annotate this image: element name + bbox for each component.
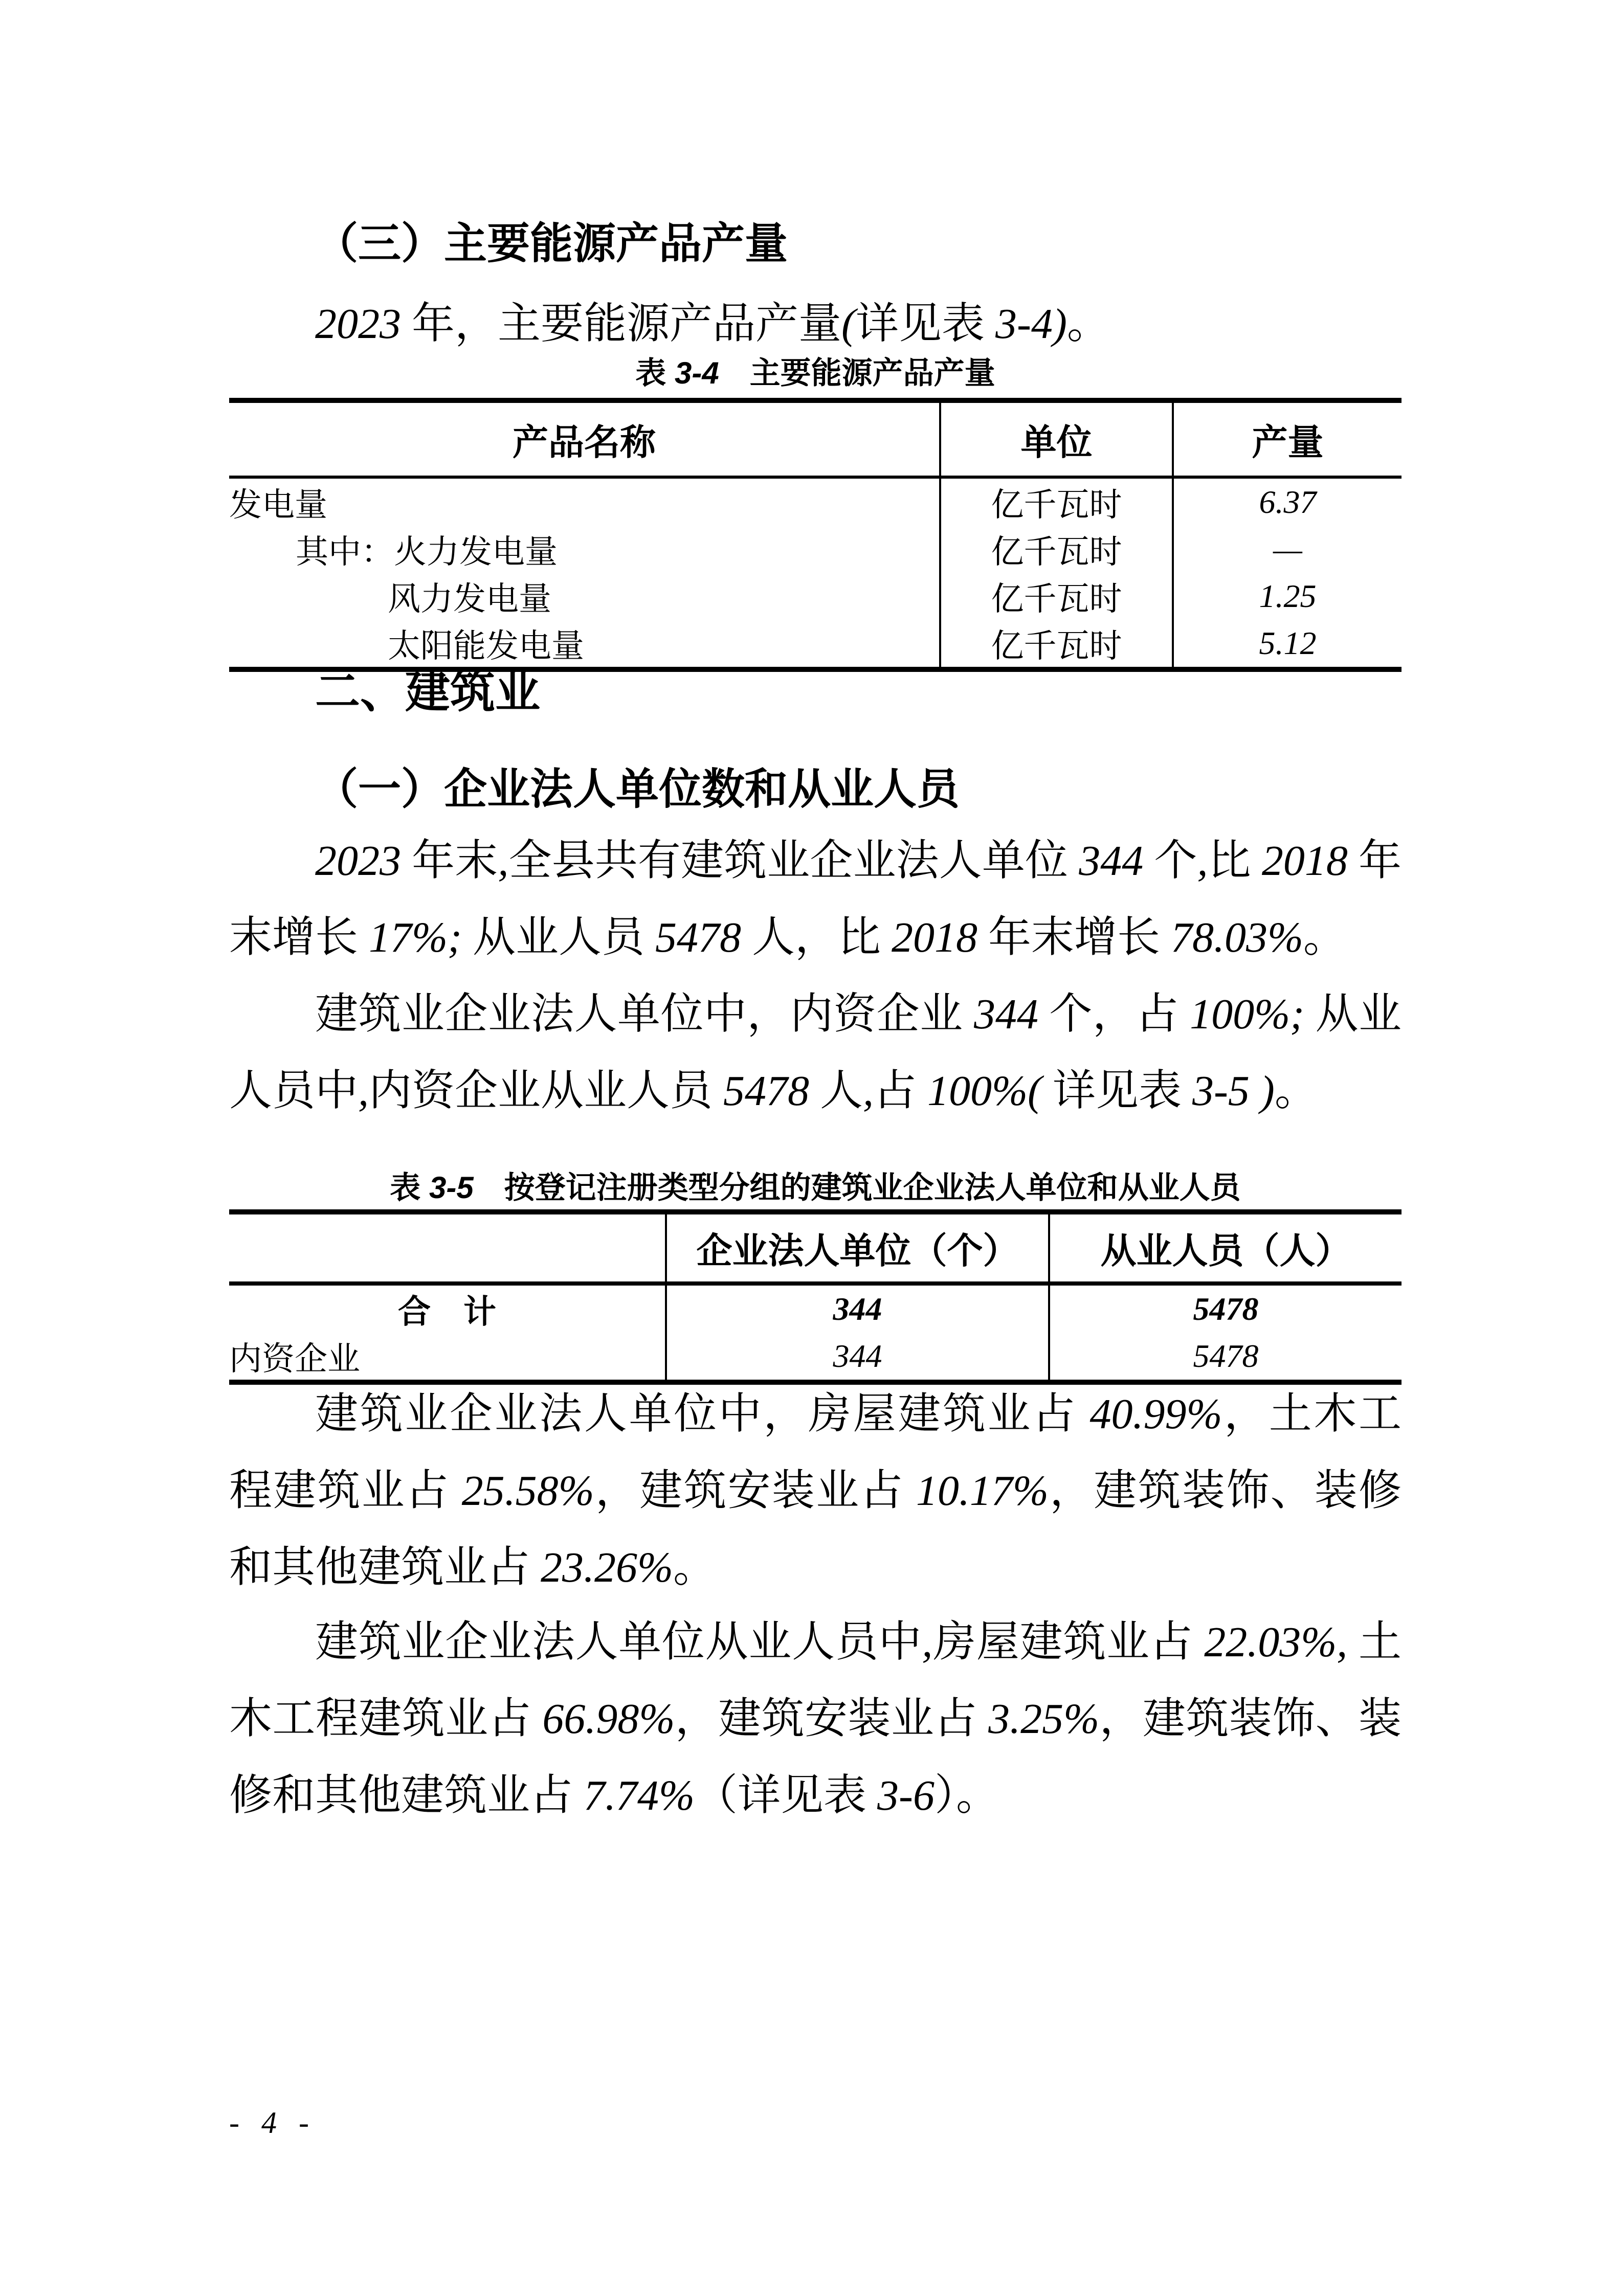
unit-value: 亿千瓦时 <box>940 573 1173 620</box>
product-name: 太阳能发电量 <box>388 628 584 664</box>
heading-construction: 二、建筑业 <box>315 668 541 717</box>
col-header-output: 产量 <box>1173 400 1401 477</box>
subheading-legal-units-staff: （一）企业法人单位数和从业人员 <box>315 766 960 814</box>
table-row <box>229 620 1401 669</box>
table-3-4-caption: 表 3-4 主要能源产品产量 <box>635 356 995 390</box>
table-row <box>229 526 1401 573</box>
row-label: 合 计 <box>398 1294 496 1330</box>
product-name: 其中：火力发电量 <box>296 534 558 570</box>
table-3-4 <box>229 398 1401 672</box>
output-value: 6.37 <box>1173 477 1401 526</box>
para-energy-intro: 2023 年，主要能源产品产量(详见表 3-4)。 <box>315 300 1110 348</box>
para-units-composition: 建筑业企业法人单位中，房屋建筑业占 40.99%，土木工程建筑业占 25.58%，建筑安装业占 10.17%，建筑装饰、装修和其他建筑业占 23.26%。 <box>229 1390 1401 1591</box>
unit-value: 亿千瓦时 <box>940 620 1173 669</box>
legal-units-value: 344 <box>666 1333 1049 1382</box>
product-name: 发电量 <box>229 487 327 523</box>
table-row-total <box>229 1284 1401 1333</box>
heading-energy-output: （三）主要能源产品产量 <box>315 220 788 268</box>
legal-units-value: 344 <box>666 1284 1049 1333</box>
output-value: — <box>1173 526 1401 573</box>
table-row <box>229 1333 1401 1382</box>
unit-value: 亿千瓦时 <box>940 477 1173 526</box>
para-construction-units: 2023 年末,全县共有建筑业企业法人单位 344 个,比 2018 年末增长 17%; 从业人员 5478 人，比 2018 年末增长 78.03%。 <box>229 837 1401 961</box>
table-row <box>229 477 1401 526</box>
table-3-5 <box>229 1209 1401 1385</box>
col-header-empty <box>229 1212 666 1284</box>
table-header-row <box>229 400 1401 477</box>
col-header-legal-units: 企业法人单位（个） <box>666 1212 1049 1284</box>
col-header-product-name: 产品名称 <box>229 400 940 477</box>
product-name: 风力发电量 <box>388 581 551 617</box>
table-header-row <box>229 1212 1401 1284</box>
unit-value: 亿千瓦时 <box>940 526 1173 573</box>
para-construction-by-type: 建筑业企业法人单位中，内资企业 344 个，占 100%; 从业人员中,内资企业从业人员 5478 人,占 100%( 详见表 3-5 )。 <box>229 991 1401 1115</box>
employees-value: 5478 <box>1049 1333 1401 1382</box>
para-staff-composition: 建筑业企业法人单位从业人员中,房屋建筑业占 22.03%, 土木工程建筑业占 66.98%，建筑安装业占 3.25%，建筑装饰、装修和其他建筑业占 7.74%（详见表 3-6）。 <box>229 1618 1401 1819</box>
col-header-unit: 单位 <box>940 400 1173 477</box>
output-value: 1.25 <box>1173 573 1401 620</box>
table-row <box>229 573 1401 620</box>
table-3-5-caption: 表 3-5 按登记注册类型分组的建筑业企业法人单位和从业人员 <box>390 1170 1241 1205</box>
page-number: - 4 - <box>229 2106 316 2140</box>
output-value: 5.12 <box>1173 620 1401 669</box>
employees-value: 5478 <box>1049 1284 1401 1333</box>
col-header-employees: 从业人员（人） <box>1049 1212 1401 1284</box>
row-label: 内资企业 <box>229 1341 360 1377</box>
